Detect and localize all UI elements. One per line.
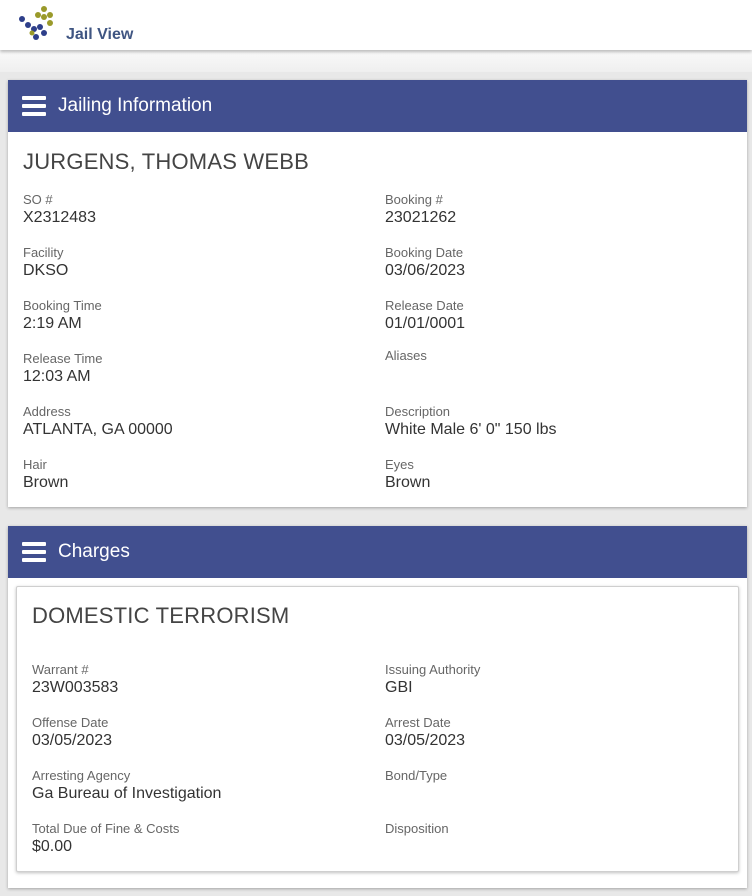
aliases-field	[385, 348, 427, 364]
arrest-date-label: Arrest Date	[385, 715, 451, 730]
booking-date-label: Booking Date	[385, 245, 464, 260]
booking-date-value: 03/06/2023	[385, 262, 466, 279]
release-time-field	[23, 351, 102, 386]
description-field	[385, 404, 556, 439]
release-date-label: Release Date	[385, 298, 464, 313]
warrant-value: 23W003583	[32, 679, 119, 696]
booking-number-field	[385, 192, 456, 227]
release-time-label: Release Time	[23, 351, 103, 366]
jailing-information-title: Jailing Information	[58, 95, 213, 116]
booking-time-value: 2:19 AM	[23, 315, 82, 332]
hair-value: Brown	[23, 474, 69, 491]
eyes-label: Eyes	[385, 457, 414, 472]
release-time-value: 12:03 AM	[23, 368, 91, 385]
offense-date-value: 03/05/2023	[32, 732, 113, 749]
facility-label: Facility	[23, 245, 64, 260]
top-bar	[0, 0, 752, 50]
charges-card	[8, 526, 747, 888]
release-date-value: 01/01/0001	[385, 315, 466, 332]
inmate-name: JURGENS, THOMAS WEBB	[23, 149, 309, 174]
jailing-information-card	[8, 80, 747, 507]
warrant-label: Warrant #	[32, 662, 89, 677]
fine-costs-label: Total Due of Fine & Costs	[32, 821, 180, 836]
arrest-date-field	[385, 715, 465, 750]
disposition-field	[385, 821, 449, 837]
address-field	[23, 404, 173, 439]
charge-item	[16, 586, 739, 872]
facility-field	[23, 245, 68, 280]
description-value: White Male 6' 0" 150 lbs	[385, 421, 557, 438]
charges-header	[8, 526, 747, 578]
issuing-authority-label: Issuing Authority	[385, 662, 481, 677]
app-logo-icon[interactable]	[14, 3, 58, 45]
so-number-label: SO #	[23, 192, 53, 207]
offense-date-label: Offense Date	[32, 715, 109, 730]
description-label: Description	[385, 404, 451, 419]
hair-field	[23, 457, 68, 492]
aliases-label: Aliases	[385, 348, 427, 363]
eyes-field	[385, 457, 430, 492]
booking-time-label: Booking Time	[23, 298, 102, 313]
warrant-field	[32, 662, 118, 697]
fine-costs-field	[32, 821, 179, 856]
facility-value: DKSO	[23, 262, 69, 279]
menu-icon[interactable]	[22, 96, 46, 116]
hair-label: Hair	[23, 457, 47, 472]
menu-icon[interactable]	[22, 542, 46, 562]
booking-date-field	[385, 245, 465, 280]
bond-type-field	[385, 768, 447, 784]
arresting-agency-label: Arresting Agency	[32, 768, 131, 783]
issuing-authority-field	[385, 662, 480, 697]
arrest-date-value: 03/05/2023	[385, 732, 466, 749]
jailing-information-header	[8, 80, 747, 132]
charges-title: Charges	[58, 541, 130, 562]
charge-offense: DOMESTIC TERRORISM	[32, 603, 290, 628]
booking-time-field	[23, 298, 102, 333]
app-title: Jail View	[66, 26, 134, 43]
booking-number-value: 23021262	[385, 209, 457, 226]
arresting-agency-field	[32, 768, 221, 803]
so-number-value: X2312483	[23, 209, 96, 226]
eyes-value: Brown	[385, 474, 431, 491]
offense-date-field	[32, 715, 112, 750]
arresting-agency-value: Ga Bureau of Investigation	[32, 785, 222, 802]
address-label: Address	[23, 404, 71, 419]
release-date-field	[385, 298, 465, 333]
bond-type-label: Bond/Type	[385, 768, 448, 783]
fine-costs-value: $0.00	[32, 838, 73, 855]
issuing-authority-value: GBI	[385, 679, 413, 696]
disposition-label: Disposition	[385, 821, 449, 836]
so-number-field	[23, 192, 96, 227]
address-value: ATLANTA, GA 00000	[23, 421, 173, 438]
top-spacer	[0, 50, 752, 72]
booking-number-label: Booking #	[385, 192, 443, 207]
